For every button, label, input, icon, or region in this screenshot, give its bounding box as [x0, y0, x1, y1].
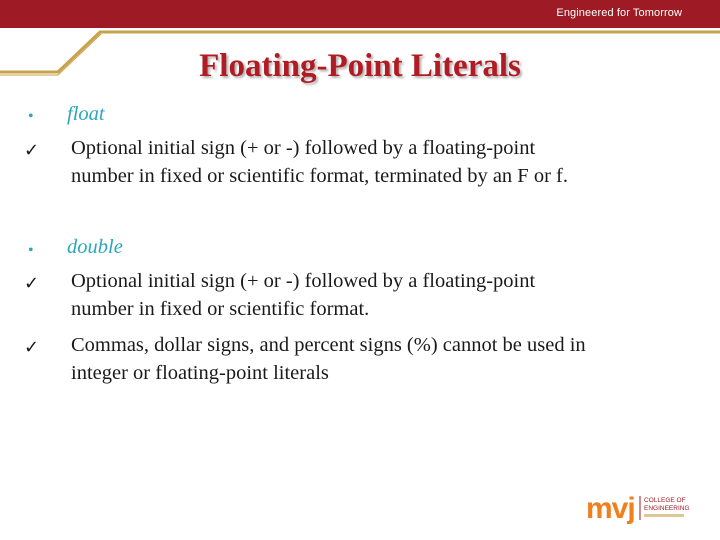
section-term: double: [67, 236, 123, 258]
svg-text:COLLEGE OF: COLLEGE OF: [644, 497, 686, 504]
list-item-line: number in fixed or scientific format.: [71, 298, 370, 320]
check-mark-icon: ✓: [24, 273, 40, 294]
check-mark-icon: ✓: [24, 337, 40, 358]
list-item-line: Commas, dollar signs, and percent signs (%) cannot be used in: [71, 334, 586, 356]
bullet-dot-icon: •: [28, 108, 34, 125]
check-mark-icon: ✓: [24, 140, 40, 161]
svg-text:mvj: mvj: [586, 492, 635, 525]
list-item-line: integer or floating-point literals: [71, 362, 329, 384]
bullet-dot-icon: •: [28, 242, 34, 259]
list-item-line-text: number in fixed or scientific format, terminated by an F or f.: [71, 165, 568, 187]
svg-text:ENGINEERING: ENGINEERING: [644, 505, 690, 512]
list-item-line: Optional initial sign (+ or -) followed by a floating-point: [71, 270, 536, 292]
slide-title: Floating-Point Literals: [199, 48, 521, 84]
tagline: Engineered for Tomorrow: [556, 7, 682, 19]
list-item-line: Optional initial sign (+ or -) followed by a floating-point: [71, 137, 536, 159]
list-item-line: [71, 165, 568, 188]
section-term: float: [67, 103, 105, 125]
college-logo: [584, 490, 694, 526]
